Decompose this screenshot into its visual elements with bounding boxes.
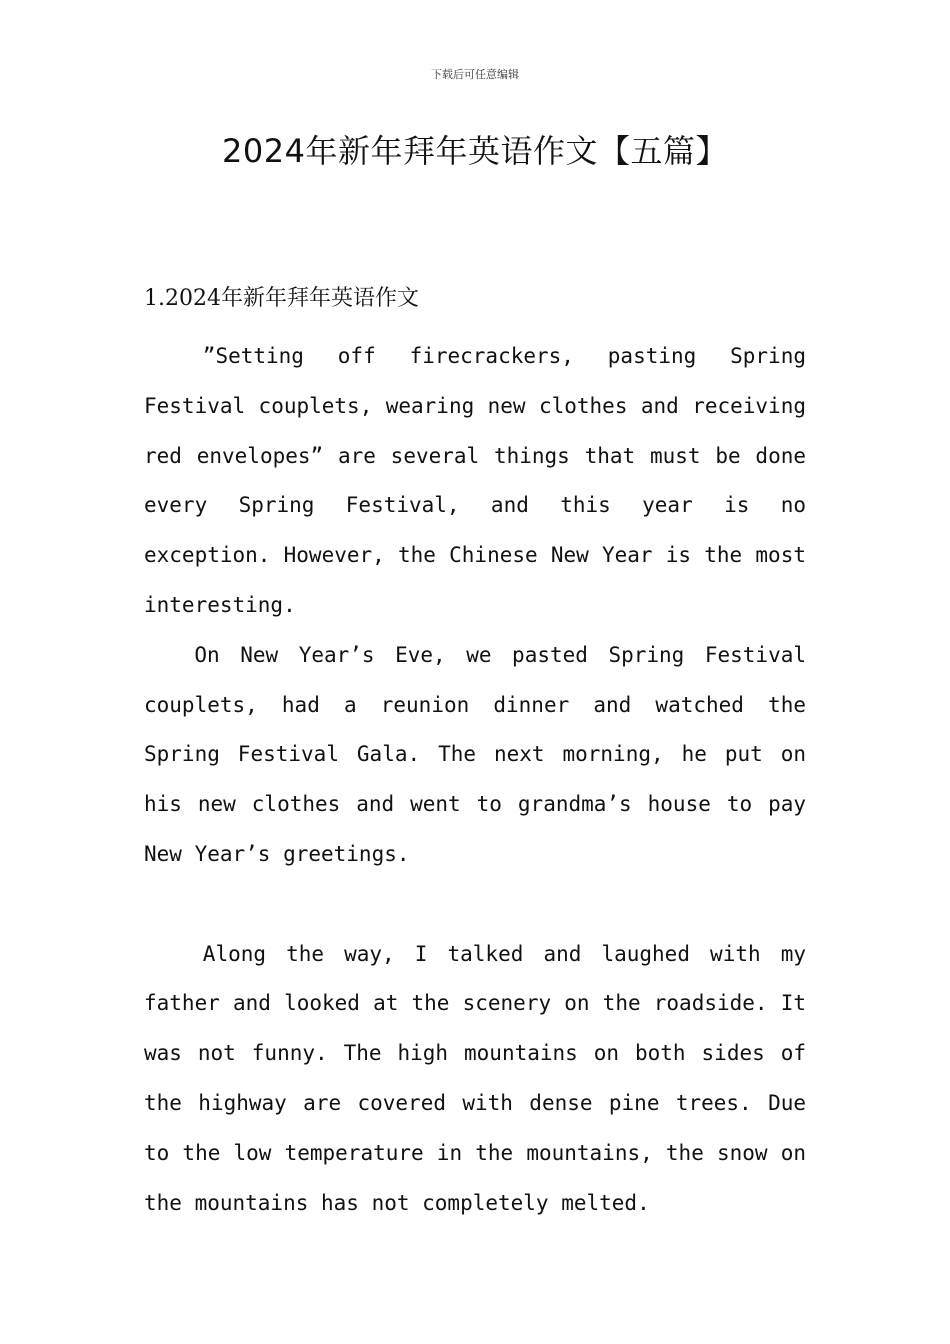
document-title: 2024年新年拜年英语作文【五篇】 <box>222 132 728 170</box>
section-heading: 1.2024年新年拜年英语作文 <box>144 286 419 311</box>
header-note: 下载后可任意编辑 <box>431 68 519 81</box>
paragraph-spacer <box>144 880 806 930</box>
paragraph: Along the way, I talked and laughed with my father and looked at the scenery on the roadside. It was not funny. The high mountains on both sides of the highway are covered with dense pine trees. Due to the low temperature in the mountains, the snow on the mountains has not completely melted. <box>144 941 806 1215</box>
paragraph: On New Year’s Eve, we pasted Spring Festival couplets, had a reunion dinner and watched the Spring Festival Gala. The next morning, he put on his new clothes and went to grandma’s house to pay New Year’s greetings. <box>144 642 806 866</box>
paragraph: ”Setting off firecrackers, pasting Spring Festival couplets, wearing new clothes and receiving red envelopes” are several things that must be done every Spring Festival, and this year is no exception. However, the Chinese New Year is the most interesting. <box>144 344 806 617</box>
document-body <box>144 282 806 1228</box>
